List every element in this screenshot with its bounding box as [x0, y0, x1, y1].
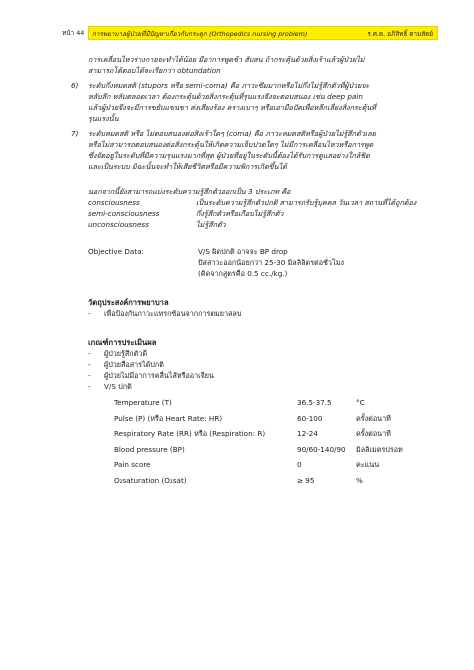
text-line: หลับลึก หลับตลอดเวลา ต้องกระตุ้นด้วยสิ่งกระตุ้นที่รุนแรงจึงจะตอบสนอง เช่น deep pain	[88, 92, 363, 101]
objective-line: ปัสสาวะออกน้อยกว่า 25-30 มิลลิลิตรต่อชั่วโมง	[198, 258, 345, 267]
bullet-dash: -	[88, 360, 91, 369]
text-line: รุนแรงนั้น	[88, 114, 119, 123]
vital-value: 12-24	[297, 429, 318, 439]
bullet-dash: -	[88, 382, 91, 391]
table-row	[114, 426, 403, 442]
bullet-dash: -	[88, 371, 91, 380]
objective-line: (คิดจากสูตรคือ 0.5 cc./kg.)	[198, 269, 288, 278]
text-line: ระดับกึ่งหมดสติ (stupors หรือ semi-coma) คือ ภาวะซึมมากหรือไม่กึ่งไม่รู้สึกตัวที่ผู้ป่วยจะ	[88, 81, 370, 90]
evaluation-item	[88, 370, 418, 381]
page-number: หน้า 44	[62, 29, 85, 37]
vital-unit: คะแนน	[356, 460, 380, 470]
definition-desc: เป็นระดับความรู้สึกตัวปกติ สามารถรับรู้บุคคล วันเวลา สถานที่ได้ถูกต้อง	[196, 198, 417, 207]
vital-value: 36.5-37.5	[297, 398, 332, 408]
vital-value: 0	[297, 460, 302, 470]
bullet-dash: -	[88, 309, 91, 318]
vital-name: Pulse (P) (หรือ Heart Rate: HR)	[114, 413, 223, 423]
text-line: การเคลื่อนไหวร่างกายจะทำได้น้อย มีอาการพูดช้า สับสน ถ้ากระตุ้นด้วยสิ่งเร้าแล้วผู้ป่วยไม่	[88, 55, 365, 64]
evaluation-item-text: ผู้ป่วยไม่มีอาการคลื่นไส้หรืออาเจียน	[104, 371, 214, 380]
vital-unit: ครั้งต่อนาที	[356, 413, 391, 423]
vital-signs-table	[114, 395, 403, 488]
definition-desc: ไม่รู้สึกตัว	[196, 220, 226, 229]
evaluation-item	[88, 348, 418, 359]
evaluation-heading: เกณฑ์การประเมินผล	[88, 338, 157, 347]
item-number: 6)	[71, 81, 79, 90]
text-line: และเป็นระบบ มิฉะนั้นจะทำให้เสียชีวิตหรือมีความพิการเกิดขึ้นได้	[88, 162, 287, 171]
item-7-paragraph	[71, 128, 418, 172]
bullet-dash: -	[88, 349, 91, 358]
table-row	[114, 473, 403, 489]
evaluation-item-text: V/S ปกติ	[104, 382, 132, 391]
evaluation-item-text: ผู้ป่วยสื่อสารได้ปกติ	[104, 360, 164, 369]
definition-row	[88, 208, 418, 219]
intro-paragraph	[88, 54, 418, 76]
vital-value: ≥ 95	[297, 475, 315, 485]
header-bar	[88, 26, 438, 40]
page-content	[71, 54, 418, 488]
definition-term: unconsciousness	[88, 220, 149, 229]
definition-row	[88, 197, 418, 208]
vital-unit: %	[356, 475, 363, 485]
objective-line: V/S ผิดปกติ อาจจะ BP drop	[198, 247, 288, 256]
vital-unit: มิลลิเมตรปรอท	[356, 444, 403, 454]
goal-item	[88, 308, 418, 319]
definition-desc: กึ่งรู้สึกตัวหรือเกือบไม่รู้สึกตัว	[196, 209, 284, 218]
vital-unit: ครั้งต่อนาที	[356, 429, 391, 439]
item-6-paragraph	[71, 80, 418, 124]
table-row	[114, 457, 403, 473]
text-line: ระดับหมดสติ หรือ ไม่ตอบสนองต่อสิ่งเร้าใดๆ (coma) คือ ภาวะหมดสติหรือผู้ป่วยไม่รู้สึกตัวเลย	[88, 129, 376, 138]
goal-heading: วัตถุประสงค์การพยาบาล	[88, 298, 169, 307]
text-line: ซึ่งจัดอยู่ในระดับที่มีความรุนแรงมากที่สุด ผู้ป่วยที่อยู่ในระดับนี้ต้องได้รับการดูแลอย่างใกล้ชิด	[88, 151, 370, 160]
objective-data	[88, 246, 418, 279]
table-row	[114, 395, 403, 411]
text-line: แล้วผู้ป่วยจึงจะมีการขยับแขนขา ส่งเสียงร้อง ครางเบาๆ หรือเอามือปัดเพื่อหลีกเลี่ยงสิ่งกระตุ้นที่	[88, 103, 376, 112]
objective-label: Objective Data:	[88, 247, 144, 256]
vital-name: Respiratory Rate (RR) หรือ (Respiration: R)	[114, 429, 266, 439]
vital-unit: °C	[356, 398, 365, 408]
definition-term: semi-consciousness	[88, 209, 160, 218]
evaluation-item	[88, 359, 418, 370]
definition-term: consciousness	[88, 198, 140, 207]
classification-intro: นอกจากนี้ยังสามารถแบ่งระดับความรู้สึกตัวออกเป็น 3 ประเภท คือ	[88, 187, 291, 196]
item-number: 7)	[71, 129, 79, 138]
table-row	[114, 411, 403, 427]
definition-row	[88, 219, 418, 230]
definition-list	[88, 197, 418, 230]
header-title: การพยาบาลผู้ป่วยที่มีปัญหาเกี่ยวกับกระดูก (Orthopedics nursing problem)	[92, 30, 308, 38]
vital-name: Pain score	[114, 460, 151, 470]
vital-value: 90/60-140/90	[297, 444, 346, 454]
vital-name: Blood pressure (BP)	[114, 444, 185, 454]
text-line: หรือไม่สามารถตอบสนองต่อสิ่งกระตุ้นให้เกิดความเจ็บปวดใดๆ ไม่มีการเคลื่อนไหวหรือการพูด	[88, 140, 374, 149]
objective-lines	[198, 246, 344, 279]
vital-name: O₂saturation (O₂sat)	[114, 475, 187, 485]
header-author: ร.ศ.ต. อภิสิทธิ์ ตามสัตย์	[367, 30, 433, 38]
vital-value: 60-100	[297, 413, 323, 423]
text-line: สามารถโต้ตอบได้จะเรียกว่า obtundation	[88, 66, 221, 75]
evaluation-item-text: ผู้ป่วยรู้สึกตัวดี	[104, 349, 147, 358]
goal-item-text: เพื่อป้องกันภาวะแทรกซ้อนจากการตมยาสลบ	[104, 309, 242, 318]
table-row	[114, 442, 403, 458]
evaluation-item	[88, 381, 418, 392]
vital-name: Temperature (T)	[114, 398, 172, 408]
